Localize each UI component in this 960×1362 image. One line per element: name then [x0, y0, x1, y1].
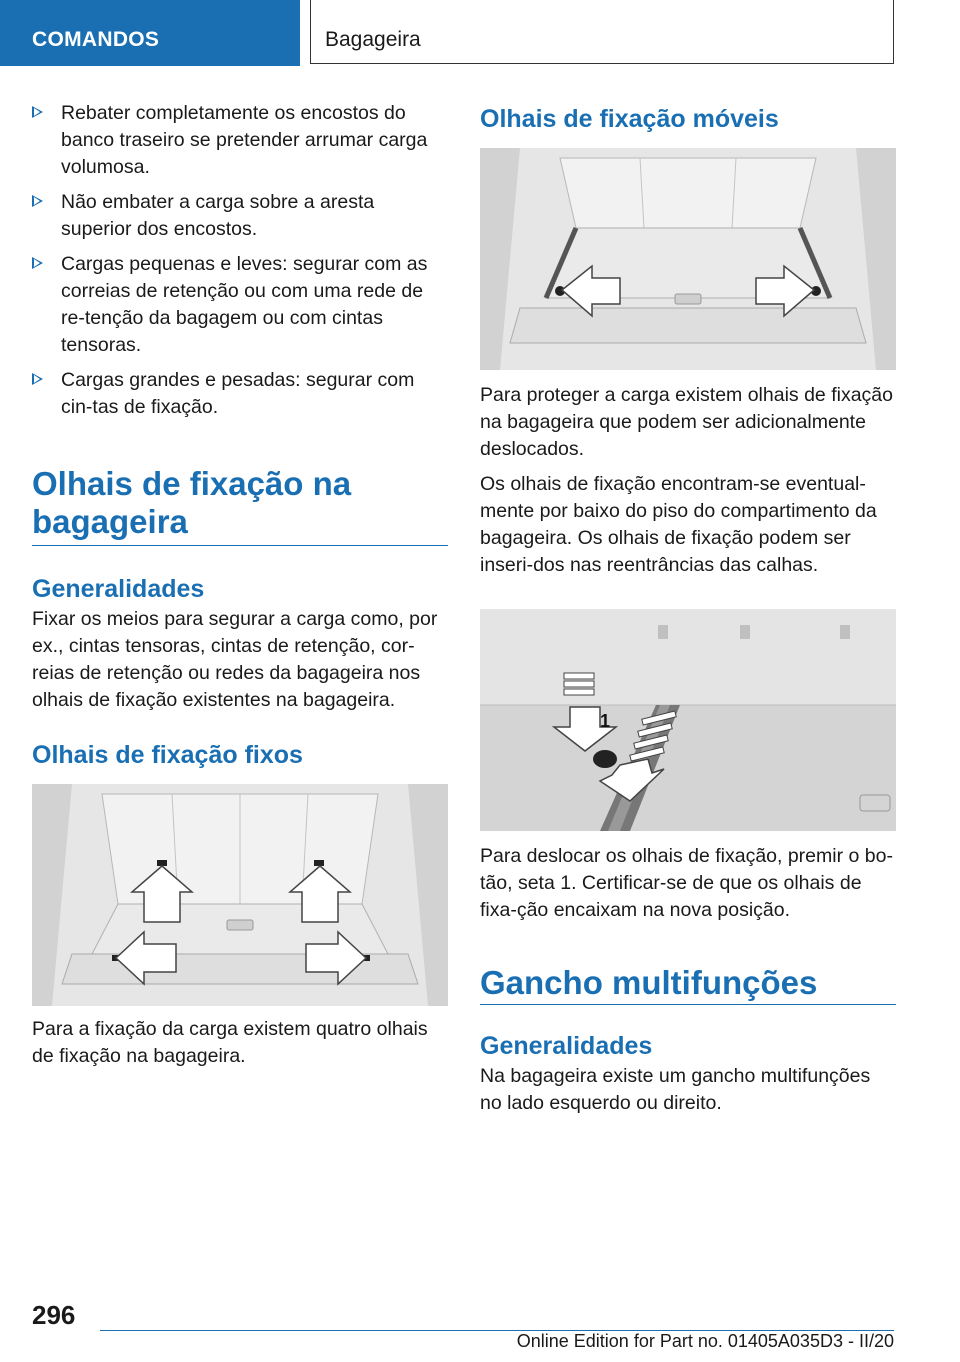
triangle-bullet-icon [32, 195, 43, 207]
hook-paragraph: Na bagageira existe um gancho multifunções no lado esquerdo ou direito. [480, 1065, 871, 1114]
edition-note: Online Edition for Part no. 01405A035D3 - II/20 [516, 1331, 894, 1351]
mobile-eyes-image [480, 148, 896, 370]
mobile-paragraph-2: Os olhais de fixação encontram-se eventual-mente por baixo do piso do compartimento da bagageira. Os olhais de fixação podem ser inseri-dos nas reentrâncias das calhas. [480, 473, 877, 576]
mobile-paragraph-1: Para proteger a carga existem olhais de fixação na bagageira que podem ser adicionalmente deslocados. [480, 384, 893, 460]
section-heading: Olhais de fixação na bagageira [32, 465, 352, 540]
bullet-item: Cargas grandes e pesadas: segurar com cin-tas de fixação. [32, 367, 448, 421]
triangle-bullet-icon [32, 373, 43, 385]
rail-detail-image [480, 609, 896, 831]
section-tab [0, 0, 300, 66]
fixed-eyes-caption: Para a fixação da carga existem quatro olhais de fixação na bagageira. [32, 1018, 428, 1067]
rail-paragraph: Para deslocar os olhais de fixação, premir o bo-tão, seta 1. Certificar-se de que os olhais de fixa-ção encaixam na nova posição. [480, 845, 893, 921]
subheading-general-right: Generalidades [480, 1032, 653, 1060]
triangle-bullet-icon [32, 106, 43, 118]
subheading-fixed-eyes: Olhais de fixação fixos [32, 741, 303, 769]
triangle-bullet-icon [32, 257, 43, 269]
chapter-tab [310, 0, 894, 64]
page-number: 296 [32, 1300, 76, 1330]
callout-number: 1 [600, 711, 611, 731]
general-paragraph: Fixar os meios para segurar a carga como, por ex., cintas tensoras, cintas de retenção, cor-reias de retenção ou redes da bagageira nos olhais de fixação existentes na bagageira. [32, 608, 438, 711]
fixed-eyes-image [32, 784, 448, 1006]
subheading-mobile-eyes: Olhais de fixação móveis [480, 105, 779, 133]
multifunction-hook-heading: Gancho multifunções [480, 964, 818, 1001]
bullet-item: Cargas pequenas e leves: segurar com as correias de retenção ou com uma rede de re-tenção da bagagem ou com cintas tensoras. [32, 251, 448, 359]
bullet-item: Não embater a carga sobre a aresta superior dos encostos. [32, 189, 448, 243]
trunk-rails-illustration [480, 148, 896, 370]
right-column [480, 100, 896, 1117]
section-title: COMANDOS [32, 28, 160, 51]
trunk-illustration [32, 784, 448, 1006]
rail-detail-illustration [480, 609, 896, 831]
bullet-item: Rebater completamente os encostos do banco traseiro se pretender arrumar carga volumosa. [32, 100, 448, 181]
chapter-title: Bagageira [325, 28, 421, 51]
left-column [32, 100, 448, 1070]
subheading-general: Generalidades [32, 575, 205, 603]
